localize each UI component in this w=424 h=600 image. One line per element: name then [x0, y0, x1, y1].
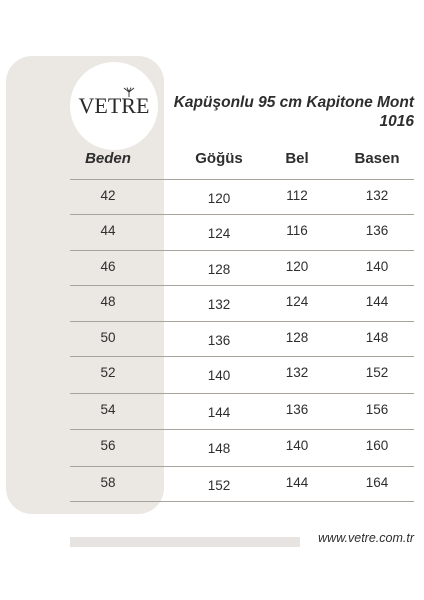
- cell-bel: 140: [285, 438, 309, 453]
- table-row: [70, 286, 414, 316]
- cell-basen: 144: [365, 294, 389, 309]
- cell-gogus: 132: [207, 297, 231, 312]
- cell-bel: 128: [285, 330, 309, 345]
- cell-beden: 48: [100, 294, 116, 309]
- cell-beden: 52: [100, 365, 116, 380]
- header-beden: Beden: [85, 150, 131, 167]
- product-title-line-1: Kapüşonlu 95 cm Kapitone Mont: [173, 94, 414, 111]
- cell-gogus: 128: [207, 262, 231, 277]
- cell-beden: 50: [100, 330, 116, 345]
- cell-basen: 140: [365, 259, 389, 274]
- cell-gogus: 144: [207, 405, 231, 420]
- table-row: [70, 322, 414, 352]
- table-rule: [70, 501, 414, 502]
- table-row: [70, 467, 414, 497]
- header-gogus: Göğüs: [195, 150, 243, 167]
- table-row: [70, 394, 414, 424]
- cell-beden: 42: [100, 188, 116, 203]
- cell-bel: 124: [285, 294, 309, 309]
- product-title-line-2: 1016: [379, 113, 414, 130]
- cell-gogus: 120: [207, 191, 231, 206]
- header-basen: Basen: [354, 150, 400, 167]
- website-link[interactable]: www.vetre.com.tr: [318, 531, 414, 545]
- cell-beden: 56: [100, 438, 116, 453]
- cell-basen: 148: [365, 330, 389, 345]
- cell-gogus: 152: [207, 478, 231, 493]
- cell-gogus: 140: [207, 368, 231, 383]
- table-row: [70, 215, 414, 245]
- table-row: [70, 251, 414, 281]
- cell-beden: 44: [100, 223, 116, 238]
- cell-gogus: 124: [207, 226, 231, 241]
- table-row: [70, 430, 414, 460]
- cell-basen: 136: [365, 223, 389, 238]
- product-title: [154, 93, 414, 131]
- brand-logo: [70, 62, 158, 150]
- cell-basen: 152: [365, 365, 389, 380]
- cell-bel: 116: [286, 223, 308, 238]
- cell-bel: 136: [285, 402, 309, 417]
- cell-beden: 46: [100, 259, 116, 274]
- table-row: [70, 357, 414, 387]
- cell-gogus: 136: [207, 333, 231, 348]
- header-bel: Bel: [285, 150, 309, 167]
- cell-basen: 132: [365, 188, 389, 203]
- cell-basen: 164: [365, 475, 389, 490]
- cell-bel: 120: [285, 259, 309, 274]
- cell-bel: 112: [286, 188, 308, 203]
- brand-logo-text: VETRE: [78, 93, 150, 118]
- cell-basen: 156: [365, 402, 389, 417]
- cell-bel: 144: [285, 475, 309, 490]
- cell-beden: 54: [100, 402, 116, 417]
- table-header-row: [70, 150, 414, 176]
- footer-bar: [70, 537, 300, 547]
- cell-basen: 160: [365, 438, 389, 453]
- table-row: [70, 180, 414, 210]
- cell-bel: 132: [285, 365, 309, 380]
- cell-gogus: 148: [207, 441, 231, 456]
- cell-beden: 58: [100, 475, 116, 490]
